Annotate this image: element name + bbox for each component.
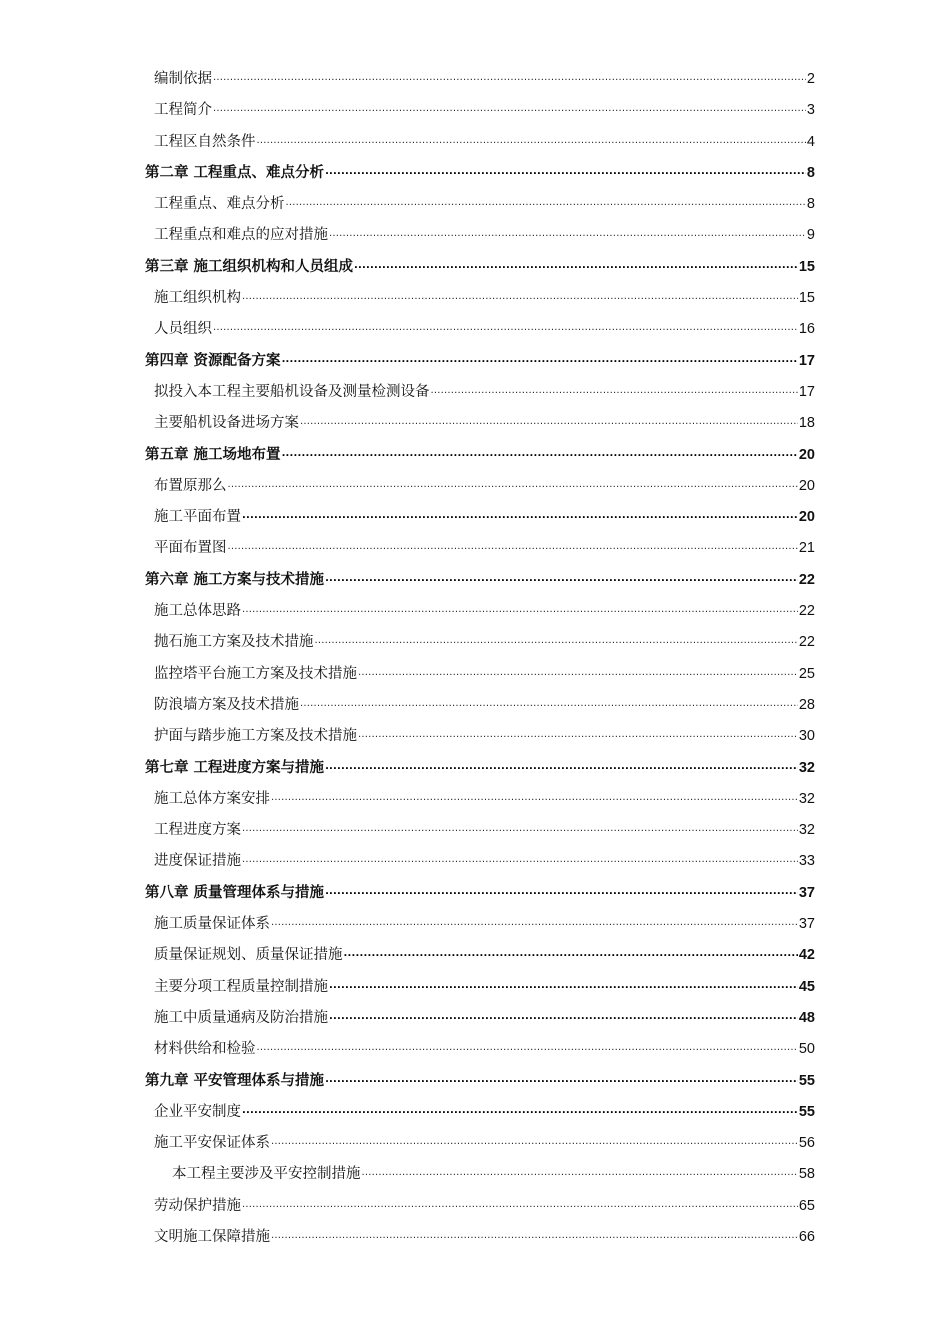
dot-leader	[325, 1063, 798, 1095]
toc-section-entry[interactable]	[145, 127, 815, 158]
toc-entry-label: 编制依据	[154, 71, 212, 87]
toc-page-number: 25	[798, 665, 815, 682]
dot-leader	[271, 1219, 798, 1251]
toc-section-entry[interactable]	[145, 690, 815, 721]
toc-chapter-entry[interactable]	[145, 252, 815, 283]
toc-page-number: 9	[806, 227, 815, 244]
toc-section-entry[interactable]	[145, 189, 815, 220]
toc-page-number: 42	[798, 947, 815, 964]
toc-chapter-entry[interactable]	[145, 158, 815, 189]
toc-page-number: 22	[798, 571, 815, 588]
toc-entry-label: 工程重点、难点分析	[154, 196, 285, 213]
toc-page-number: 58	[798, 1166, 815, 1183]
toc-entry-label: 工程重点和难点的应对措施	[154, 227, 328, 244]
toc-section-entry[interactable]	[145, 1222, 815, 1253]
toc-chapter-entry[interactable]	[145, 346, 815, 377]
toc-page-number: 20	[798, 509, 815, 526]
dot-leader	[271, 781, 798, 813]
dot-leader	[358, 656, 798, 688]
toc-section-entry[interactable]	[145, 1003, 815, 1034]
dot-leader	[354, 249, 798, 281]
dot-leader	[242, 812, 798, 844]
toc-page-number: 20	[798, 477, 815, 494]
toc-page-number: 56	[798, 1135, 815, 1152]
toc-section-entry[interactable]	[145, 846, 815, 877]
dot-leader	[213, 92, 806, 124]
toc-entry-label: 抛石施工方案及技术措施	[154, 634, 314, 651]
toc-entry-label: 第七章 工程进度方案与措施	[145, 759, 325, 776]
toc-page-number: 32	[798, 790, 815, 807]
toc-entry-label: 监控塔平台施工方案及技术措施	[154, 665, 357, 682]
toc-section-entry[interactable]	[145, 659, 815, 690]
dot-leader	[213, 311, 798, 343]
toc-section-entry[interactable]	[145, 377, 815, 408]
dot-leader	[242, 499, 798, 531]
toc-section-entry[interactable]	[145, 533, 815, 564]
toc-section-entry[interactable]	[145, 1097, 815, 1128]
toc-section-entry[interactable]	[145, 1191, 815, 1222]
toc-page-number: 2	[806, 71, 815, 87]
toc-entry-label: 质量保证规划、质量保证措施	[154, 947, 343, 964]
toc-page-number: 28	[798, 696, 815, 713]
toc-page-number: 3	[806, 102, 815, 119]
toc-chapter-entry[interactable]	[145, 440, 815, 471]
toc-section-entry[interactable]	[145, 408, 815, 439]
toc-page-number: 37	[798, 916, 815, 933]
toc-page-number: 32	[798, 759, 815, 776]
toc-section-entry[interactable]	[145, 314, 815, 345]
toc-section-entry[interactable]	[145, 95, 815, 126]
toc-section-entry[interactable]	[145, 1128, 815, 1159]
toc-page-number: 66	[798, 1228, 815, 1245]
toc-entry-label: 企业平安制度	[154, 1103, 241, 1120]
toc-entry-label: 工程区自然条件	[154, 133, 256, 150]
toc-chapter-entry[interactable]	[145, 753, 815, 784]
dot-leader	[315, 624, 798, 656]
dot-leader	[325, 875, 798, 907]
dot-leader	[257, 124, 806, 156]
dot-leader	[242, 593, 798, 625]
toc-entry-label: 防浪墙方案及技术措施	[154, 696, 299, 713]
dot-leader	[228, 530, 798, 562]
toc-section-entry[interactable]	[145, 1159, 815, 1190]
toc-page-number: 15	[798, 290, 815, 307]
toc-entry-label: 进度保证措施	[154, 853, 241, 870]
toc-section-entry[interactable]	[145, 784, 815, 815]
toc-entry-label: 第六章 施工方案与技术措施	[145, 571, 325, 588]
toc-chapter-entry[interactable]	[145, 878, 815, 909]
toc-page-number: 4	[806, 133, 815, 150]
toc-entry-label: 护面与踏步施工方案及技术措施	[154, 728, 357, 745]
toc-page-number: 17	[798, 383, 815, 400]
toc-section-entry[interactable]	[145, 940, 815, 971]
toc-section-entry[interactable]	[145, 909, 815, 940]
toc-section-entry[interactable]	[145, 815, 815, 846]
toc-entry-label: 第八章 质量管理体系与措施	[145, 884, 325, 901]
dot-leader	[286, 186, 806, 218]
toc-entry-label: 施工平面布置	[154, 509, 241, 526]
toc-entry-label: 工程简介	[154, 102, 212, 119]
toc-entry-label: 平面布置图	[154, 540, 227, 557]
toc-entry-label: 施工总体方案安排	[154, 790, 270, 807]
toc-page-number: 45	[798, 978, 815, 995]
toc-entry-label: 布置原那么	[154, 477, 227, 494]
toc-entry-label: 第五章 施工场地布置	[145, 446, 281, 463]
dot-leader	[282, 343, 798, 375]
toc-entry-label: 第二章 工程重点、难点分析	[145, 164, 325, 181]
toc-page-number: 32	[798, 822, 815, 839]
dot-leader	[325, 155, 806, 187]
toc-page-number: 8	[806, 196, 815, 213]
dot-leader	[329, 217, 806, 249]
toc-page-number: 22	[798, 634, 815, 651]
toc-entry-label: 文明施工保障措施	[154, 1228, 270, 1245]
toc-entry-label: 人员组织	[154, 321, 212, 338]
toc-section-entry[interactable]	[145, 283, 815, 314]
toc-entry-label: 施工质量保证体系	[154, 916, 270, 933]
toc-page-number: 20	[798, 446, 815, 463]
toc-section-entry[interactable]	[145, 972, 815, 1003]
dot-leader	[329, 1000, 798, 1032]
dot-leader	[300, 687, 798, 719]
toc-page-number: 8	[806, 164, 815, 181]
toc-entry-label: 主要船机设备进场方案	[154, 415, 299, 432]
toc-section-entry[interactable]	[145, 1034, 815, 1065]
toc-page-number: 55	[798, 1103, 815, 1120]
toc-page-number: 65	[798, 1197, 815, 1214]
dot-leader	[325, 562, 798, 594]
toc-entry-label: 主要分项工程质量控制措施	[154, 978, 328, 995]
toc-entry-label: 第三章 施工组织机构和人员组成	[145, 258, 354, 275]
toc-entry-label: 劳动保护措施	[154, 1197, 241, 1214]
toc-section-entry[interactable]	[145, 627, 815, 658]
toc-entry-label: 本工程主要涉及平安控制措施	[172, 1166, 361, 1183]
toc-entry-label: 施工总体思路	[154, 603, 241, 620]
dot-leader	[431, 374, 798, 406]
dot-leader	[362, 1156, 798, 1188]
toc-chapter-entry[interactable]	[145, 565, 815, 596]
dot-leader	[271, 1125, 798, 1157]
toc-page-number: 22	[798, 603, 815, 620]
toc-page-number: 18	[798, 415, 815, 432]
toc-entry-label: 工程进度方案	[154, 822, 241, 839]
toc-entry-label: 第四章 资源配备方案	[145, 352, 281, 369]
toc-page-number: 17	[798, 352, 815, 369]
toc-page-number: 15	[798, 258, 815, 275]
toc-section-entry[interactable]	[145, 596, 815, 627]
toc-section-entry[interactable]	[145, 220, 815, 251]
dot-leader	[271, 906, 798, 938]
dot-leader	[358, 718, 798, 750]
toc-section-entry[interactable]	[145, 64, 815, 95]
dot-leader	[228, 468, 798, 500]
toc-chapter-entry[interactable]	[145, 1066, 815, 1097]
dot-leader	[242, 1188, 798, 1220]
dot-leader	[329, 969, 798, 1001]
toc-page-number: 33	[798, 853, 815, 870]
toc-page-number: 37	[798, 884, 815, 901]
dot-leader	[242, 1094, 798, 1126]
dot-leader	[213, 61, 806, 93]
toc-section-entry[interactable]	[145, 502, 815, 533]
dot-leader	[344, 937, 798, 969]
toc-entry-label: 第九章 平安管理体系与措施	[145, 1072, 325, 1089]
toc-entry-label: 施工平安保证体系	[154, 1135, 270, 1152]
dot-leader	[257, 1031, 798, 1063]
toc-entry-label: 施工中质量通病及防治措施	[154, 1009, 328, 1026]
dot-leader	[242, 280, 798, 312]
toc-section-entry[interactable]	[145, 721, 815, 752]
toc-page-number: 48	[798, 1009, 815, 1026]
dot-leader	[300, 405, 798, 437]
dot-leader	[282, 437, 798, 469]
toc-entry-label: 拟投入本工程主要船机设备及测量检测设备	[154, 383, 430, 400]
toc-page-number: 30	[798, 728, 815, 745]
table-of-contents	[145, 64, 815, 1253]
toc-page-number: 55	[798, 1072, 815, 1089]
toc-entry-label: 材料供给和检验	[154, 1041, 256, 1058]
toc-entry-label: 施工组织机构	[154, 290, 241, 307]
toc-page-number: 21	[798, 540, 815, 557]
dot-leader	[242, 843, 798, 875]
toc-section-entry[interactable]	[145, 471, 815, 502]
toc-page-number: 16	[798, 321, 815, 338]
dot-leader	[325, 750, 798, 782]
toc-page-number: 50	[798, 1041, 815, 1058]
